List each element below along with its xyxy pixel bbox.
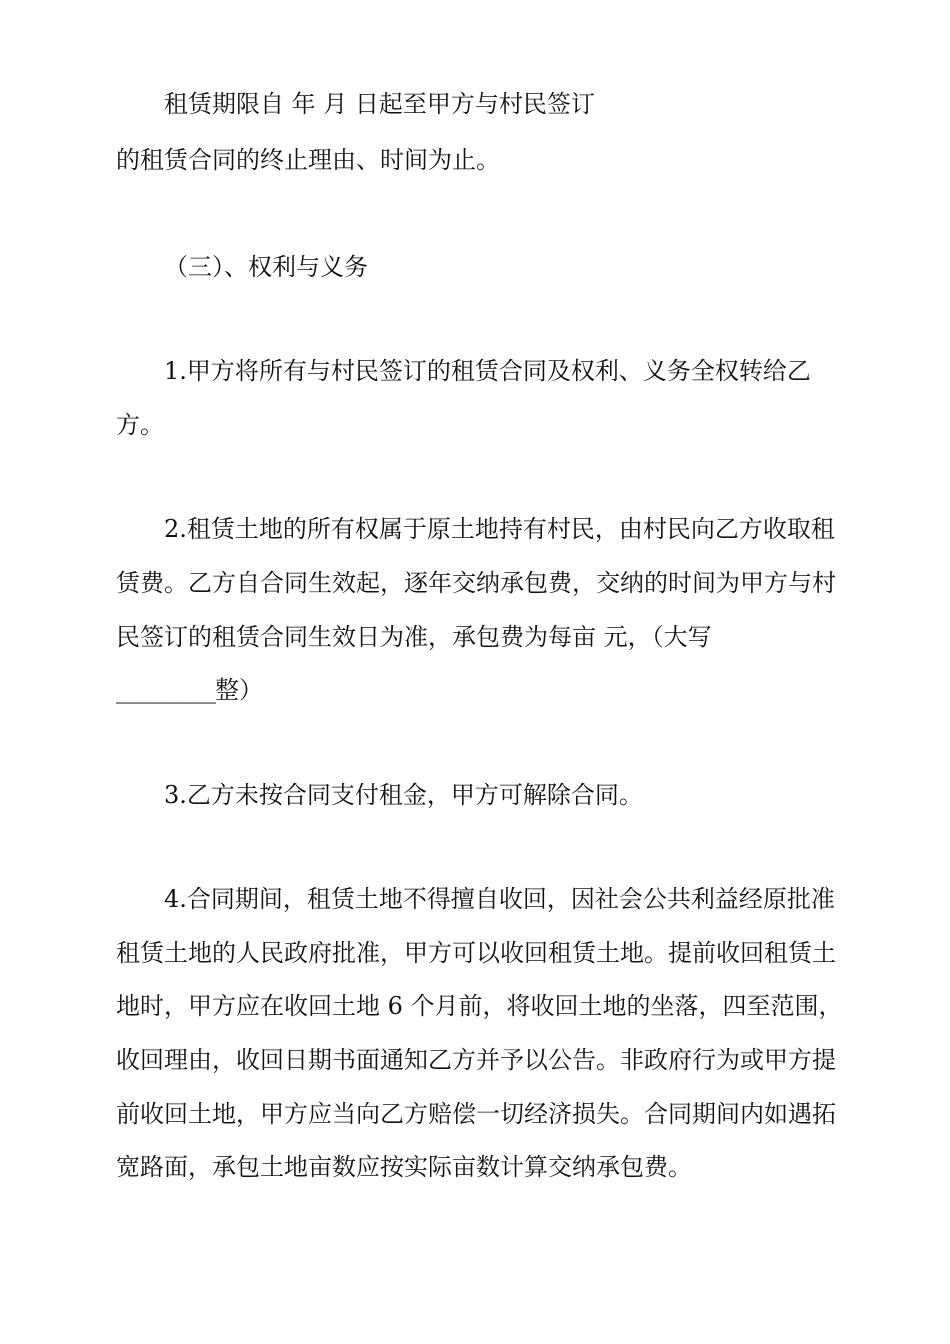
- clause-4-line-6: 宽路面，承包土地亩数应按实际亩数计算交纳承包费。: [116, 1153, 692, 1181]
- clause-4-line-5: 前收回土地，甲方应当向乙方赔偿一切经济损失。合同期间内如遇拓: [116, 1100, 836, 1128]
- clause-4-line-4: 收回理由，收回日期书面通知乙方并予以公告。非政府行为或甲方提: [116, 1046, 836, 1074]
- term-line-2: 的租赁合同的终止理由、时间为止。: [116, 146, 500, 174]
- clause-2-line-4: [116, 675, 263, 705]
- section-heading: （三）、权利与义务: [164, 253, 368, 281]
- clause-1-line-2: 方。: [116, 411, 164, 439]
- clause-4-line-2: 租赁土地的人民政府批准，甲方可以收回租赁土地。提前收回租赁土: [116, 939, 836, 967]
- clause-2-line-2: 赁费。乙方自合同生效起，逐年交纳承包费，交纳的时间为甲方与村: [116, 569, 836, 597]
- clause-1-line-1: 1.甲方将所有与村民签订的租赁合同及权利、义务全权转给乙: [164, 357, 811, 385]
- clause-4-line-3: 地时，甲方应在收回土地 6 个月前，将收回土地的坐落，四至范围，: [116, 992, 843, 1020]
- clause-2-line-1: 2.租赁土地的所有权属于原土地持有村民，由村民向乙方收取租: [164, 515, 835, 543]
- clause-2-line-4-text: 整）: [215, 676, 263, 704]
- clause-4-line-1: 4.合同期间，租赁土地不得擅自收回，因社会公共利益经原批准: [164, 885, 835, 913]
- clause-2-line-3: 民签订的租赁合同生效日为准，承包费为每亩 元，（大写: [116, 623, 712, 651]
- amount-blank: _________: [116, 676, 215, 704]
- clause-3-line-1: 3.乙方未按合同支付租金，甲方可解除合同。: [164, 781, 643, 809]
- term-line-1: 租赁期限自 年 月 日起至甲方与村民签订: [164, 90, 595, 118]
